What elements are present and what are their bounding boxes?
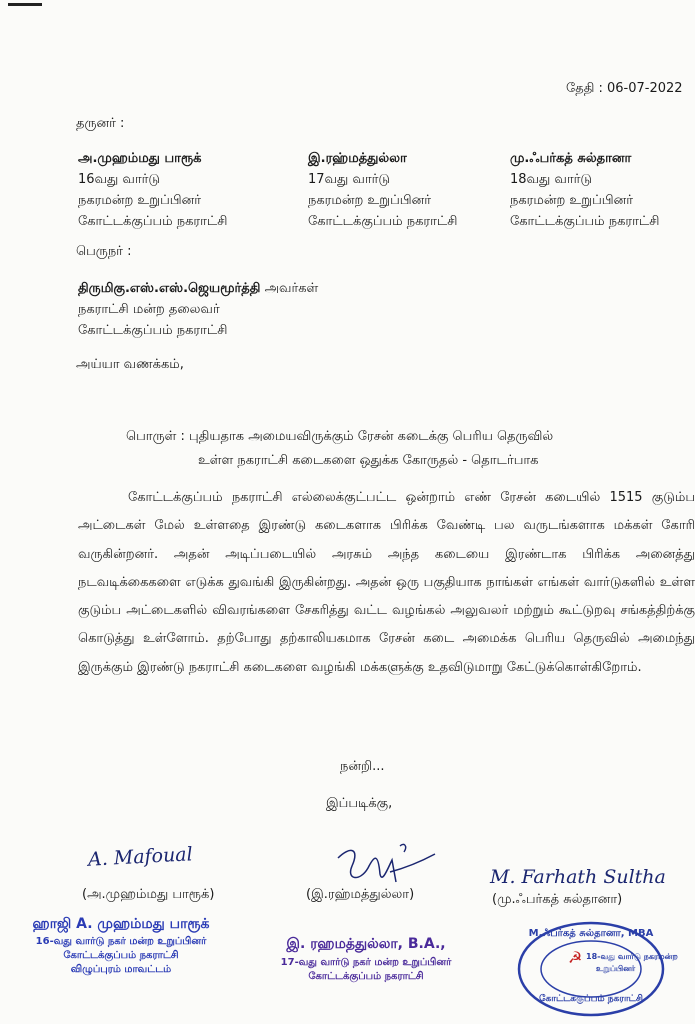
sender-ward: 16வது வார்டு xyxy=(78,172,161,187)
sender-block-1 xyxy=(78,148,227,232)
stamp-3-ring-text: M.ஃபர்கத் சுல்தானா, MBA xyxy=(528,928,654,939)
greeting: அய்யா வணக்கம், xyxy=(76,357,184,372)
recipient-suffix: அவர்கள் xyxy=(264,281,319,296)
signature-name-3: (மு.ஃபர்கத் சுல்தானா) xyxy=(492,892,623,907)
stamp-2 xyxy=(246,936,486,983)
sender-office: கோட்டக்குப்பம் நகராட்சி xyxy=(308,214,458,229)
sender-name: மு.ஃபர்கத் சுல்தானா xyxy=(510,151,632,166)
subject-label: பொருள் : xyxy=(126,429,185,444)
stamp-3 xyxy=(516,920,678,1018)
sender-office: கோட்டக்குப்பம் நகராட்சி xyxy=(78,214,228,229)
date-value: 06-07-2022 xyxy=(607,81,683,96)
closing: இப்படிக்கு, xyxy=(326,796,393,811)
stamp-3-line-1: 18-வது வார்டு நகரமன்ற xyxy=(586,952,678,961)
sender-ward: 18வது வார்டு xyxy=(510,172,593,187)
body-paragraph: கோட்டக்குப்பம் நகராட்சி எல்லைக்குட்பட்ட ஒன்றாம் எண் ரேசன் கடையில் 1515 குடும்ப அட்டைகள் மேல் உள்ளதை இரண்டு கடைகளாக பிரிக்க வேண்டி பல வருடங்களாக மக்கள் கோரி வருகின்றனர். அதன் அடிப்படையில் அரசும் அந்த கடையை இரண்டாக பிரிக்க அனைத்து நடவடிக்கைகளை எடுக்க துவங்கி இருகின்றது. அதன் ஒரு பகுதியாக நாங்கள் எங்கள் வார்டுகளில் உள்ள குடும்ப அட்டைகளில் விவரங்களை சேகரித்து வட்ட வழங்கல் அலுவலர் மற்றும் கூட்டுறவு சங்கத்திற்க்கு கொடுத்து உள்ளோம். தற்போது தற்காலியகமாக ரேசன் கடை அமைக்க பெரிய தெருவில் அமைந்து இருக்கும் இரண்டு நகராட்சி கடைகளை வழங்கி மக்களுக்கு உதவிடுமாறு கேட்டுக்கொள்கிறோம். xyxy=(78,490,695,675)
stamp-2-line-2: 17-வது வார்டு நகர் மன்ற உறுப்பினர் xyxy=(280,957,452,968)
recipient-role: நகராட்சி மன்ற தலைவர் xyxy=(78,302,220,317)
subject-text-2: உள்ள நகராட்சி கடைகளை ஒதுக்க கோருதல் - தொடர்பாக xyxy=(198,453,539,468)
recipient-block xyxy=(78,278,318,341)
to-label: பெருநர் : xyxy=(76,244,132,259)
from-label: தருனர் : xyxy=(76,116,125,131)
sender-name: அ.முஹம்மது பாரூக் xyxy=(78,151,202,166)
signature-3: M. Farhath Sultha xyxy=(490,866,666,888)
recipient-name: திருமிகு.எஸ்.எஸ்.ஜெயமூர்த்தி xyxy=(78,281,261,296)
stamp-1-line-4: விழுப்புரம் மாவட்டம் xyxy=(70,964,172,975)
stamp-3-line-3: கோட்டக்குப்பம் நகராட்சி xyxy=(539,994,643,1004)
sender-block-2 xyxy=(308,148,457,232)
stamp-3-line-2: உறுப்பினர் xyxy=(596,964,636,973)
sender-role: நகரமன்ற உறுப்பினர் xyxy=(78,193,202,208)
subject-text-1: புதியதாக அமையவிருக்கும் ரேசன் கடைக்கு பெரிய தெருவில் xyxy=(189,429,554,444)
sender-role: நகரமன்ற உறுப்பினர் xyxy=(510,193,634,208)
signature-2 xyxy=(330,838,440,890)
signature-name-2: (இ.ரஹ்மத்துல்லா) xyxy=(306,887,415,902)
stamp-2-line-3: கோட்டக்குப்பம் நகராட்சி xyxy=(308,971,424,982)
date-line xyxy=(566,78,683,99)
recipient-office: கோட்டக்குப்பம் நகராட்சி xyxy=(78,323,228,338)
thanks: நன்றி... xyxy=(340,759,385,774)
hammer-sickle-icon: ☭ xyxy=(568,948,583,967)
subject-line-1 xyxy=(126,426,553,447)
signature-1: A. Mafoual xyxy=(87,843,194,871)
stamp-1-line-1: ஹாஜி A. முஹம்மது பாரூக் xyxy=(32,916,210,932)
sender-ward: 17வது வார்டு xyxy=(308,172,391,187)
stamp-1-line-3: கோட்டக்குப்பம் நகராட்சி xyxy=(63,950,179,961)
corner-mark xyxy=(8,3,42,6)
signature-name-1: (அ.முஹம்மது பாரூக்) xyxy=(82,887,215,902)
sender-office: கோட்டக்குப்பம் நகராட்சி xyxy=(510,214,660,229)
stamp-1 xyxy=(6,916,236,976)
sender-name: இ.ரஹ்மத்துல்லா xyxy=(308,151,407,166)
stamp-1-line-2: 16-வது வார்டு நகர் மன்ற உறுப்பினர் xyxy=(35,936,207,947)
stamp-2-line-1: இ. ரஹமத்துல்லா, B.A., xyxy=(286,936,446,952)
date-label: தேதி : xyxy=(566,81,603,96)
sender-block-3 xyxy=(510,148,659,232)
sender-role: நகரமன்ற உறுப்பினர் xyxy=(308,193,432,208)
